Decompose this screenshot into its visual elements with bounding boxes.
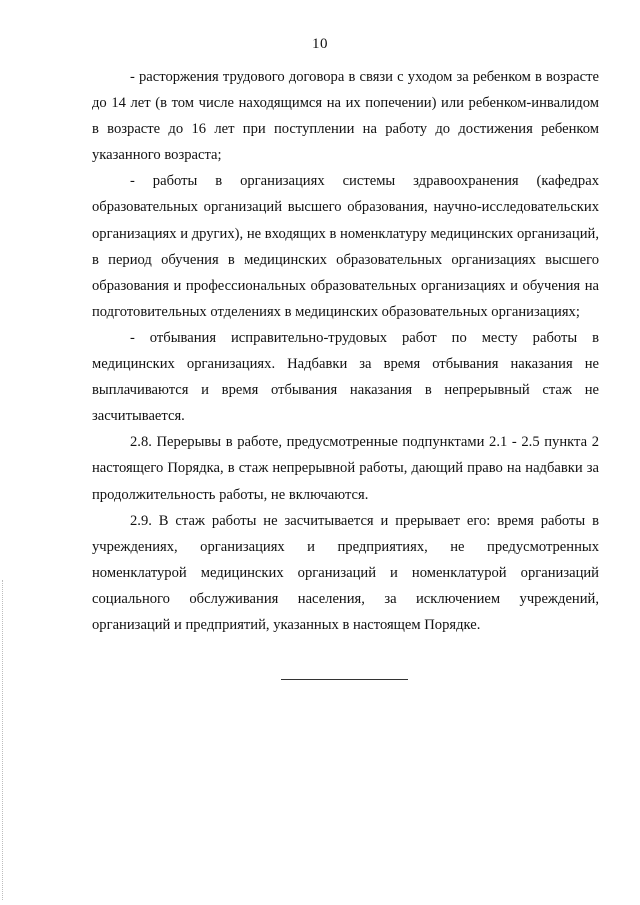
paragraph-healthcare-work: - работы в организациях системы здравоохранения (кафедрах образовательных организаций высшего образования, научно-исследовательских организациях и других), не входящих в номенклатуру медицинских организаций, в период обучения в медицинских образовательных организациях высшего образования и профессиональных образовательных организациях и обучения на подготовительных отделениях в медицинских образовательных организациях; xyxy=(92,173,599,320)
page-number: 10 xyxy=(312,36,328,52)
paragraph-2-9: 2.9. В стаж работы не засчитывается и прерывает его: время работы в учреждениях, организациях и предприятиях, не предусмотренных номенклатурой медицинских организаций и номенклатурой организаций социального обслуживания населения, за исключением учреждений, организаций и предприятий, указанных в настоящем Порядке. xyxy=(92,512,599,633)
scan-edge-mark xyxy=(2,580,3,900)
document-body xyxy=(92,64,599,638)
paragraph-childcare-termination: - расторжения трудового договора в связи с уходом за ребенком в возрасте до 14 лет (в том числе находящимся на их попечении) или ребенком-инвалидом в возрасте до 16 лет при поступлении на работу до достижения ребенком указанного возраста; xyxy=(92,69,599,164)
end-rule xyxy=(281,679,408,680)
paragraph-2-8: 2.8. Перерывы в работе, предусмотренные подпунктами 2.1 - 2.5 пункта 2 настоящего Порядка, в стаж непрерывной работы, дающий право на надбавки за продолжительность работы, не включаются. xyxy=(92,434,599,503)
paragraph-correctional-labor: - отбывания исправительно-трудовых работ по месту работы в медицинских организациях. Надбавки за время отбывания наказания не выплачиваются и время отбывания наказания в непрерывный стаж не засчитывается. xyxy=(92,329,599,425)
